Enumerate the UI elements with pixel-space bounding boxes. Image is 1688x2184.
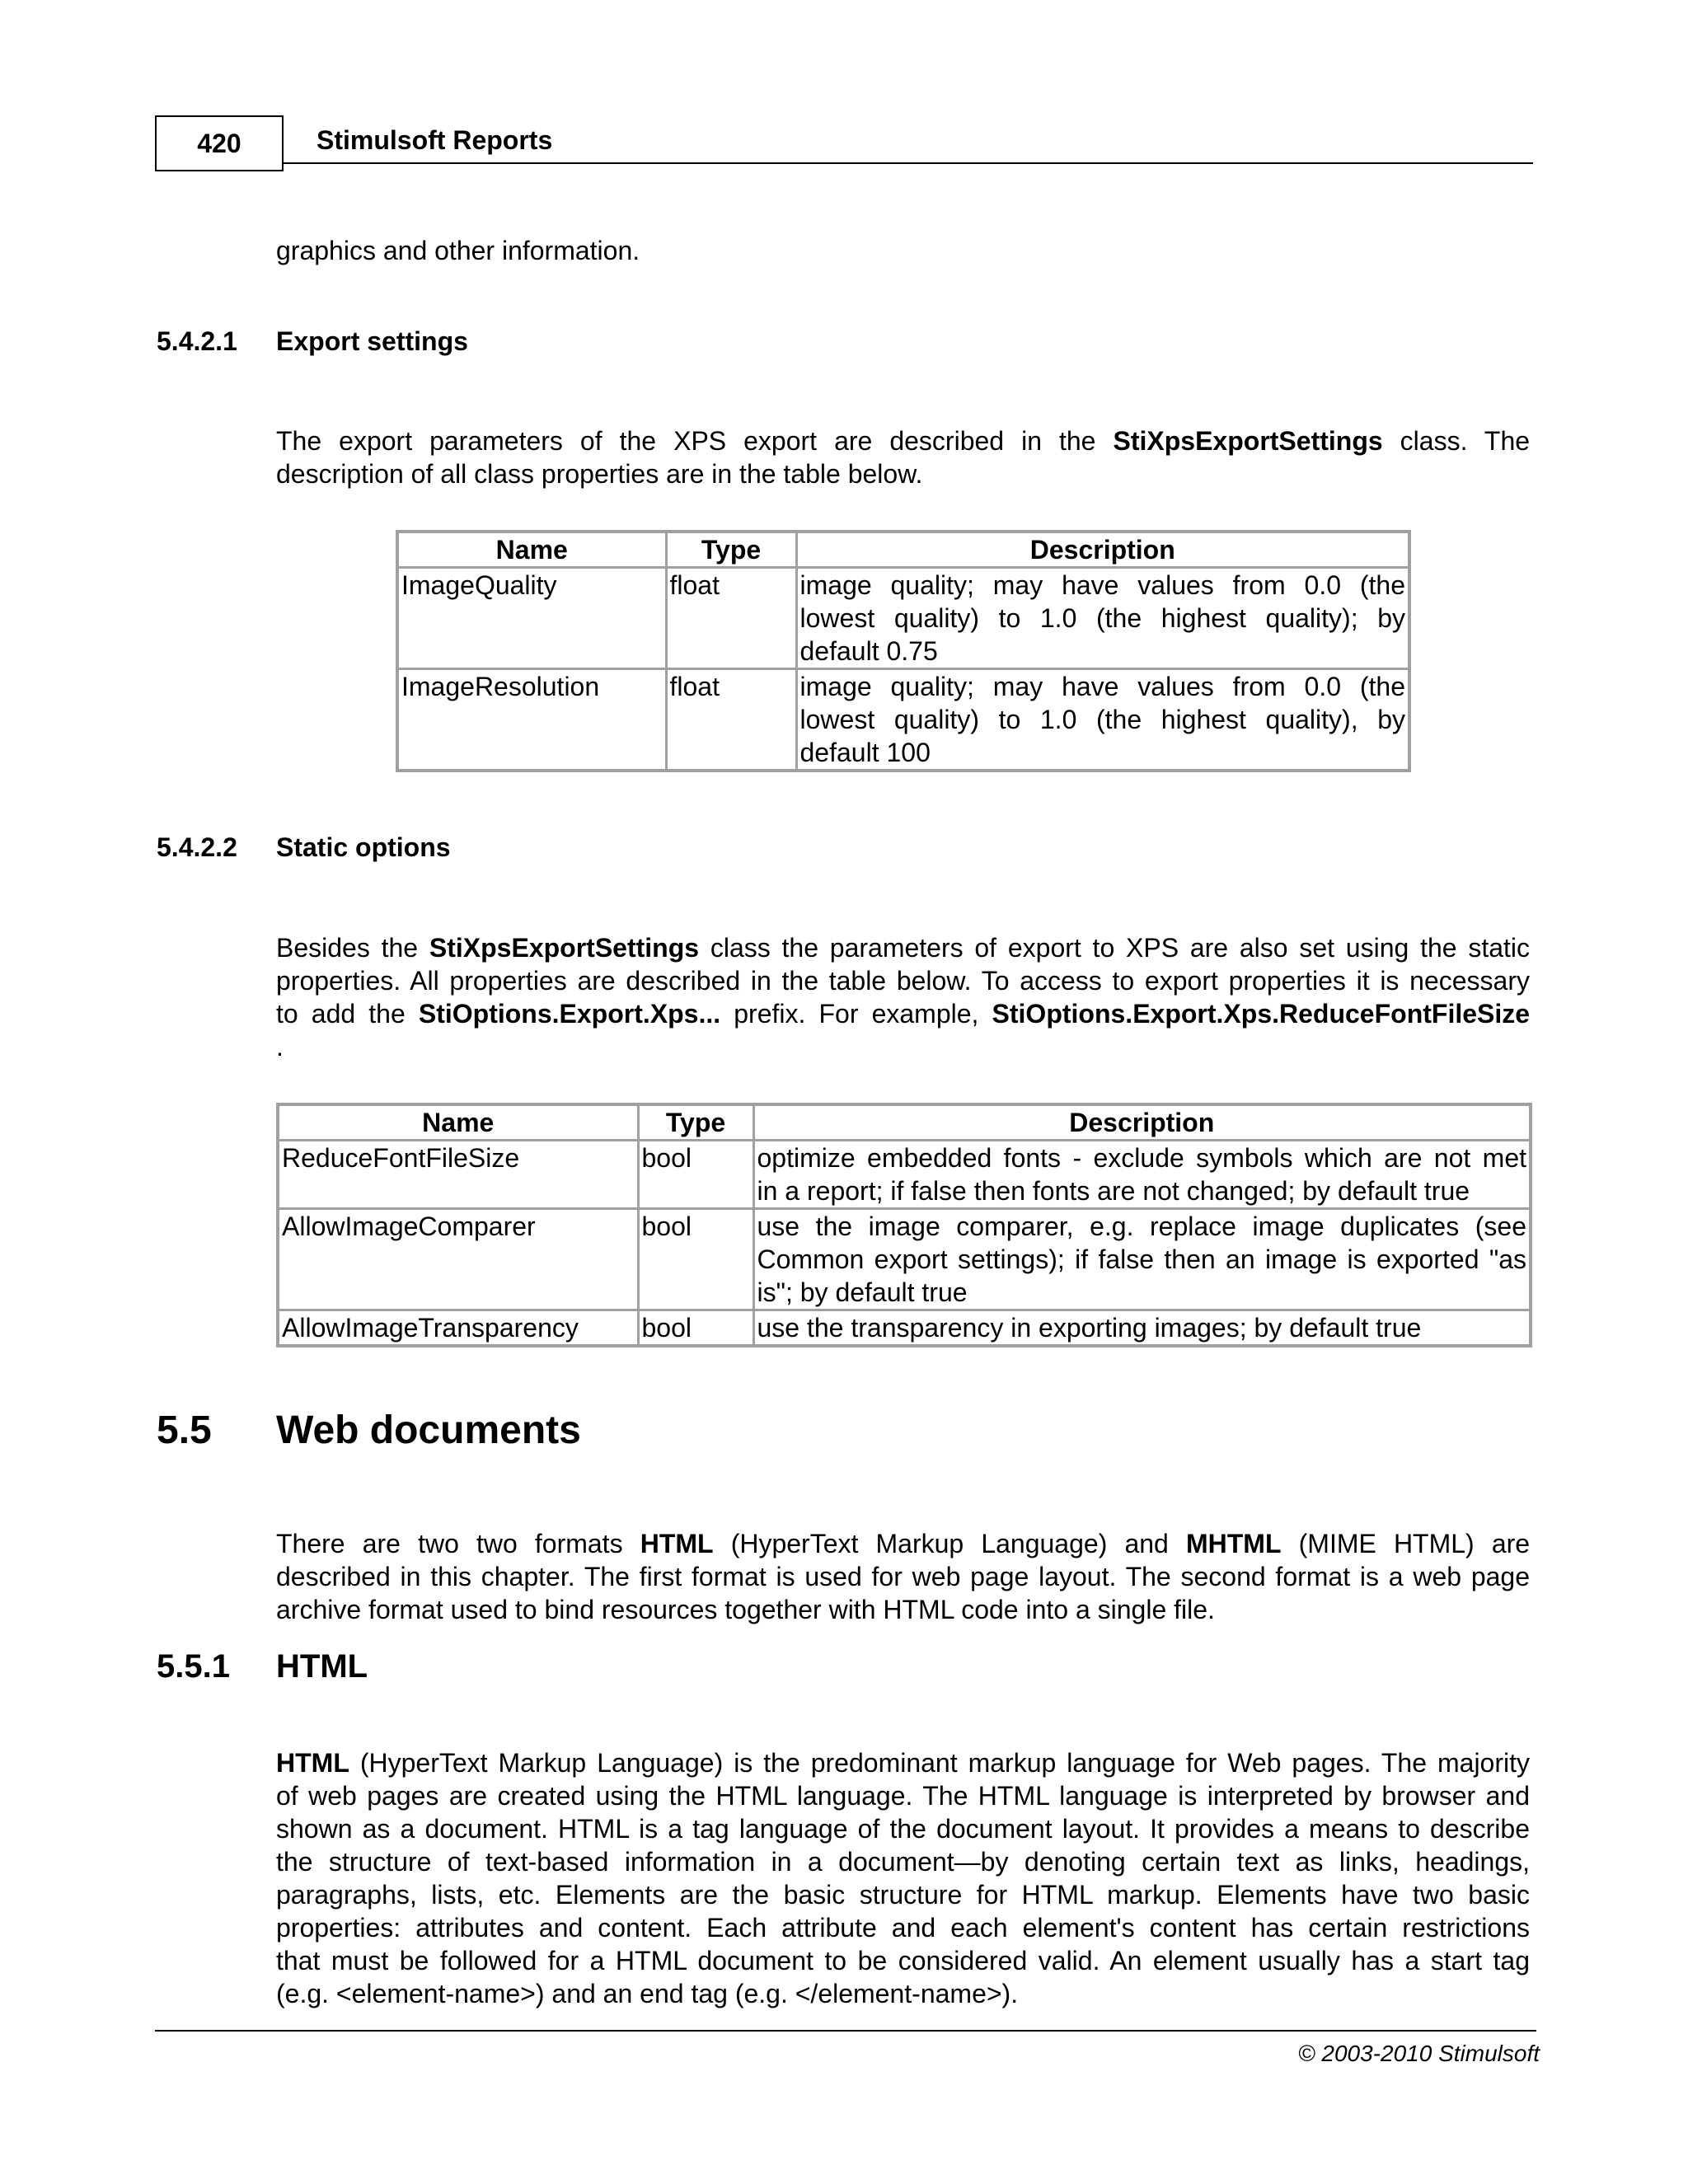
paragraph-line: properties: attributes and content. Each attribute and each element's content has certain restrictions: [276, 1913, 1530, 1943]
section-title-html: HTML: [276, 1648, 368, 1685]
running-header-title: Stimulsoft Reports: [316, 125, 553, 155]
cell-type: float: [666, 568, 796, 669]
table-row: [397, 568, 1409, 669]
paragraph-line: (e.g. <element-name>) and an end tag (e.g. </element-name>).: [276, 1979, 1019, 2008]
paragraph-line: archive format used to bind resources together with HTML code into a single file.: [276, 1595, 1215, 1624]
paragraph-line: [276, 1746, 1530, 1779]
table-row: [278, 1141, 1531, 1209]
paragraph-line: the structure of text-based information in a document—by denoting certain text as links, headings,: [276, 1847, 1530, 1877]
text-run: class. The: [1400, 426, 1531, 456]
section-title-web-documents: Web documents: [276, 1408, 581, 1452]
format-strong: HTML: [640, 1529, 714, 1558]
html-paragraph: [276, 1746, 1530, 2010]
column-header-description: Description: [753, 1104, 1531, 1141]
footer-copyright: © 2003-2010 Stimulsoft: [1297, 2041, 1540, 2066]
column-header-type: Type: [666, 532, 796, 568]
cell-description: [753, 1310, 1531, 1347]
table-header-row: [278, 1104, 1531, 1141]
text-run: The export parameters of the XPS export are described in the: [276, 426, 1096, 456]
export-settings-paragraph: [276, 424, 1530, 490]
section-number-551: 5.5.1: [157, 1648, 230, 1685]
table-row: [397, 669, 1409, 771]
desc-line: default 0.75: [799, 636, 938, 666]
text-run: (HyperText Markup Language) and: [730, 1529, 1169, 1558]
desc-line: use the image comparer, e.g. replace image duplicates (see: [757, 1212, 1526, 1241]
text-run: (HyperText Markup Language) is the predominant markup language for Web pages. The majority: [359, 1748, 1531, 1778]
text-run: (MIME HTML) are: [1298, 1529, 1531, 1558]
format-strong: MHTML: [1185, 1529, 1282, 1558]
cell-name: ReduceFontFileSize: [278, 1141, 638, 1209]
paragraph-line: [276, 1527, 1530, 1560]
table-row: [278, 1209, 1531, 1310]
cell-description: [753, 1209, 1531, 1310]
text-run: prefix. For example,: [734, 999, 979, 1029]
section-number-55: 5.5: [157, 1408, 212, 1452]
paragraph-line: properties. All properties are described in the table below. To access to export properties it is necessary: [276, 966, 1530, 996]
cell-description: [796, 568, 1409, 669]
static-options-paragraph: [276, 931, 1530, 1063]
desc-line: in a report; if false then fonts are not changed; by default true: [757, 1176, 1470, 1206]
column-header-name: Name: [278, 1104, 638, 1141]
intro-fragment: graphics and other information.: [276, 236, 640, 265]
cell-name: ImageResolution: [397, 669, 666, 771]
cell-name: AllowImageTransparency: [278, 1310, 638, 1347]
text-run: There are two two formats: [276, 1529, 623, 1558]
text-run: to add the: [276, 999, 406, 1029]
paragraph-line: [276, 997, 1530, 1030]
table-header-row: [397, 532, 1409, 568]
desc-line: default 100: [799, 738, 931, 767]
cell-type: bool: [638, 1141, 753, 1209]
section-number-5421: 5.4.2.1: [157, 326, 237, 356]
paragraph-line: described in this chapter. The first format is used for web page layout. The second format is a web page: [276, 1562, 1530, 1591]
column-header-type: Type: [638, 1104, 753, 1141]
text-run: class the parameters of export to XPS are also set using the static: [710, 933, 1531, 963]
cell-description: [753, 1141, 1531, 1209]
section-title-export-settings: Export settings: [276, 326, 468, 356]
cell-description: [796, 669, 1409, 771]
paragraph-line: [276, 424, 1530, 457]
paragraph-line: that must be followed for a HTML document to be considered valid. An element usually has a start tag: [276, 1946, 1530, 1975]
column-header-description: Description: [796, 532, 1409, 568]
cell-type: bool: [638, 1209, 753, 1310]
web-documents-paragraph: [276, 1527, 1530, 1626]
desc-line: Common export settings); if false then an image is exported "as: [757, 1244, 1526, 1274]
desc-line: lowest quality) to 1.0 (the highest quality); by: [799, 603, 1405, 633]
column-header-name: Name: [397, 532, 666, 568]
cell-type: float: [666, 669, 796, 771]
paragraph-line: of web pages are created using the HTML language. The HTML language is interpreted by browser and: [276, 1781, 1530, 1811]
prefix-strong: StiOptions.Export.Xps...: [418, 999, 721, 1029]
desc-line: is"; by default true: [757, 1277, 968, 1307]
class-name-strong: StiXpsExportSettings: [429, 933, 700, 963]
paragraph-line: paragraphs, lists, etc. Elements are the basic structure for HTML markup. Elements have two basic: [276, 1880, 1530, 1910]
example-strong: StiOptions.Export.Xps.ReduceFontFileSize: [992, 999, 1531, 1029]
term-strong: HTML: [276, 1748, 349, 1778]
export-settings-table: [396, 530, 1411, 772]
desc-line: image quality; may have values from 0.0 (the: [799, 672, 1405, 701]
paragraph-line: shown as a document. HTML is a tag language of the document layout. It provides a means to describe: [276, 1814, 1530, 1844]
desc-line: optimize embedded fonts - exclude symbols which are not met: [757, 1143, 1526, 1173]
text-run: Besides the: [276, 933, 419, 963]
table-row: [278, 1310, 1531, 1347]
desc-line: lowest quality) to 1.0 (the highest quality), by: [799, 705, 1405, 734]
cell-type: bool: [638, 1310, 753, 1347]
cell-name: AllowImageComparer: [278, 1209, 638, 1310]
section-title-static-options: Static options: [276, 832, 451, 862]
header-rule: [284, 162, 1533, 164]
class-name-strong: StiXpsExportSettings: [1113, 426, 1383, 456]
section-number-5422: 5.4.2.2: [157, 832, 237, 862]
footer-rule: [155, 2030, 1536, 2032]
cell-name: ImageQuality: [397, 568, 666, 669]
desc-line: image quality; may have values from 0.0 (the: [799, 570, 1405, 600]
paragraph-line: [276, 931, 1530, 964]
page-number: 420: [197, 128, 241, 158]
static-options-table: [276, 1103, 1532, 1347]
paragraph-line: description of all class properties are in the table below.: [276, 459, 923, 489]
paragraph-line: .: [276, 1032, 284, 1062]
desc-line: use the transparency in exporting images; by default true: [757, 1313, 1422, 1343]
page-number-box: [155, 115, 284, 171]
